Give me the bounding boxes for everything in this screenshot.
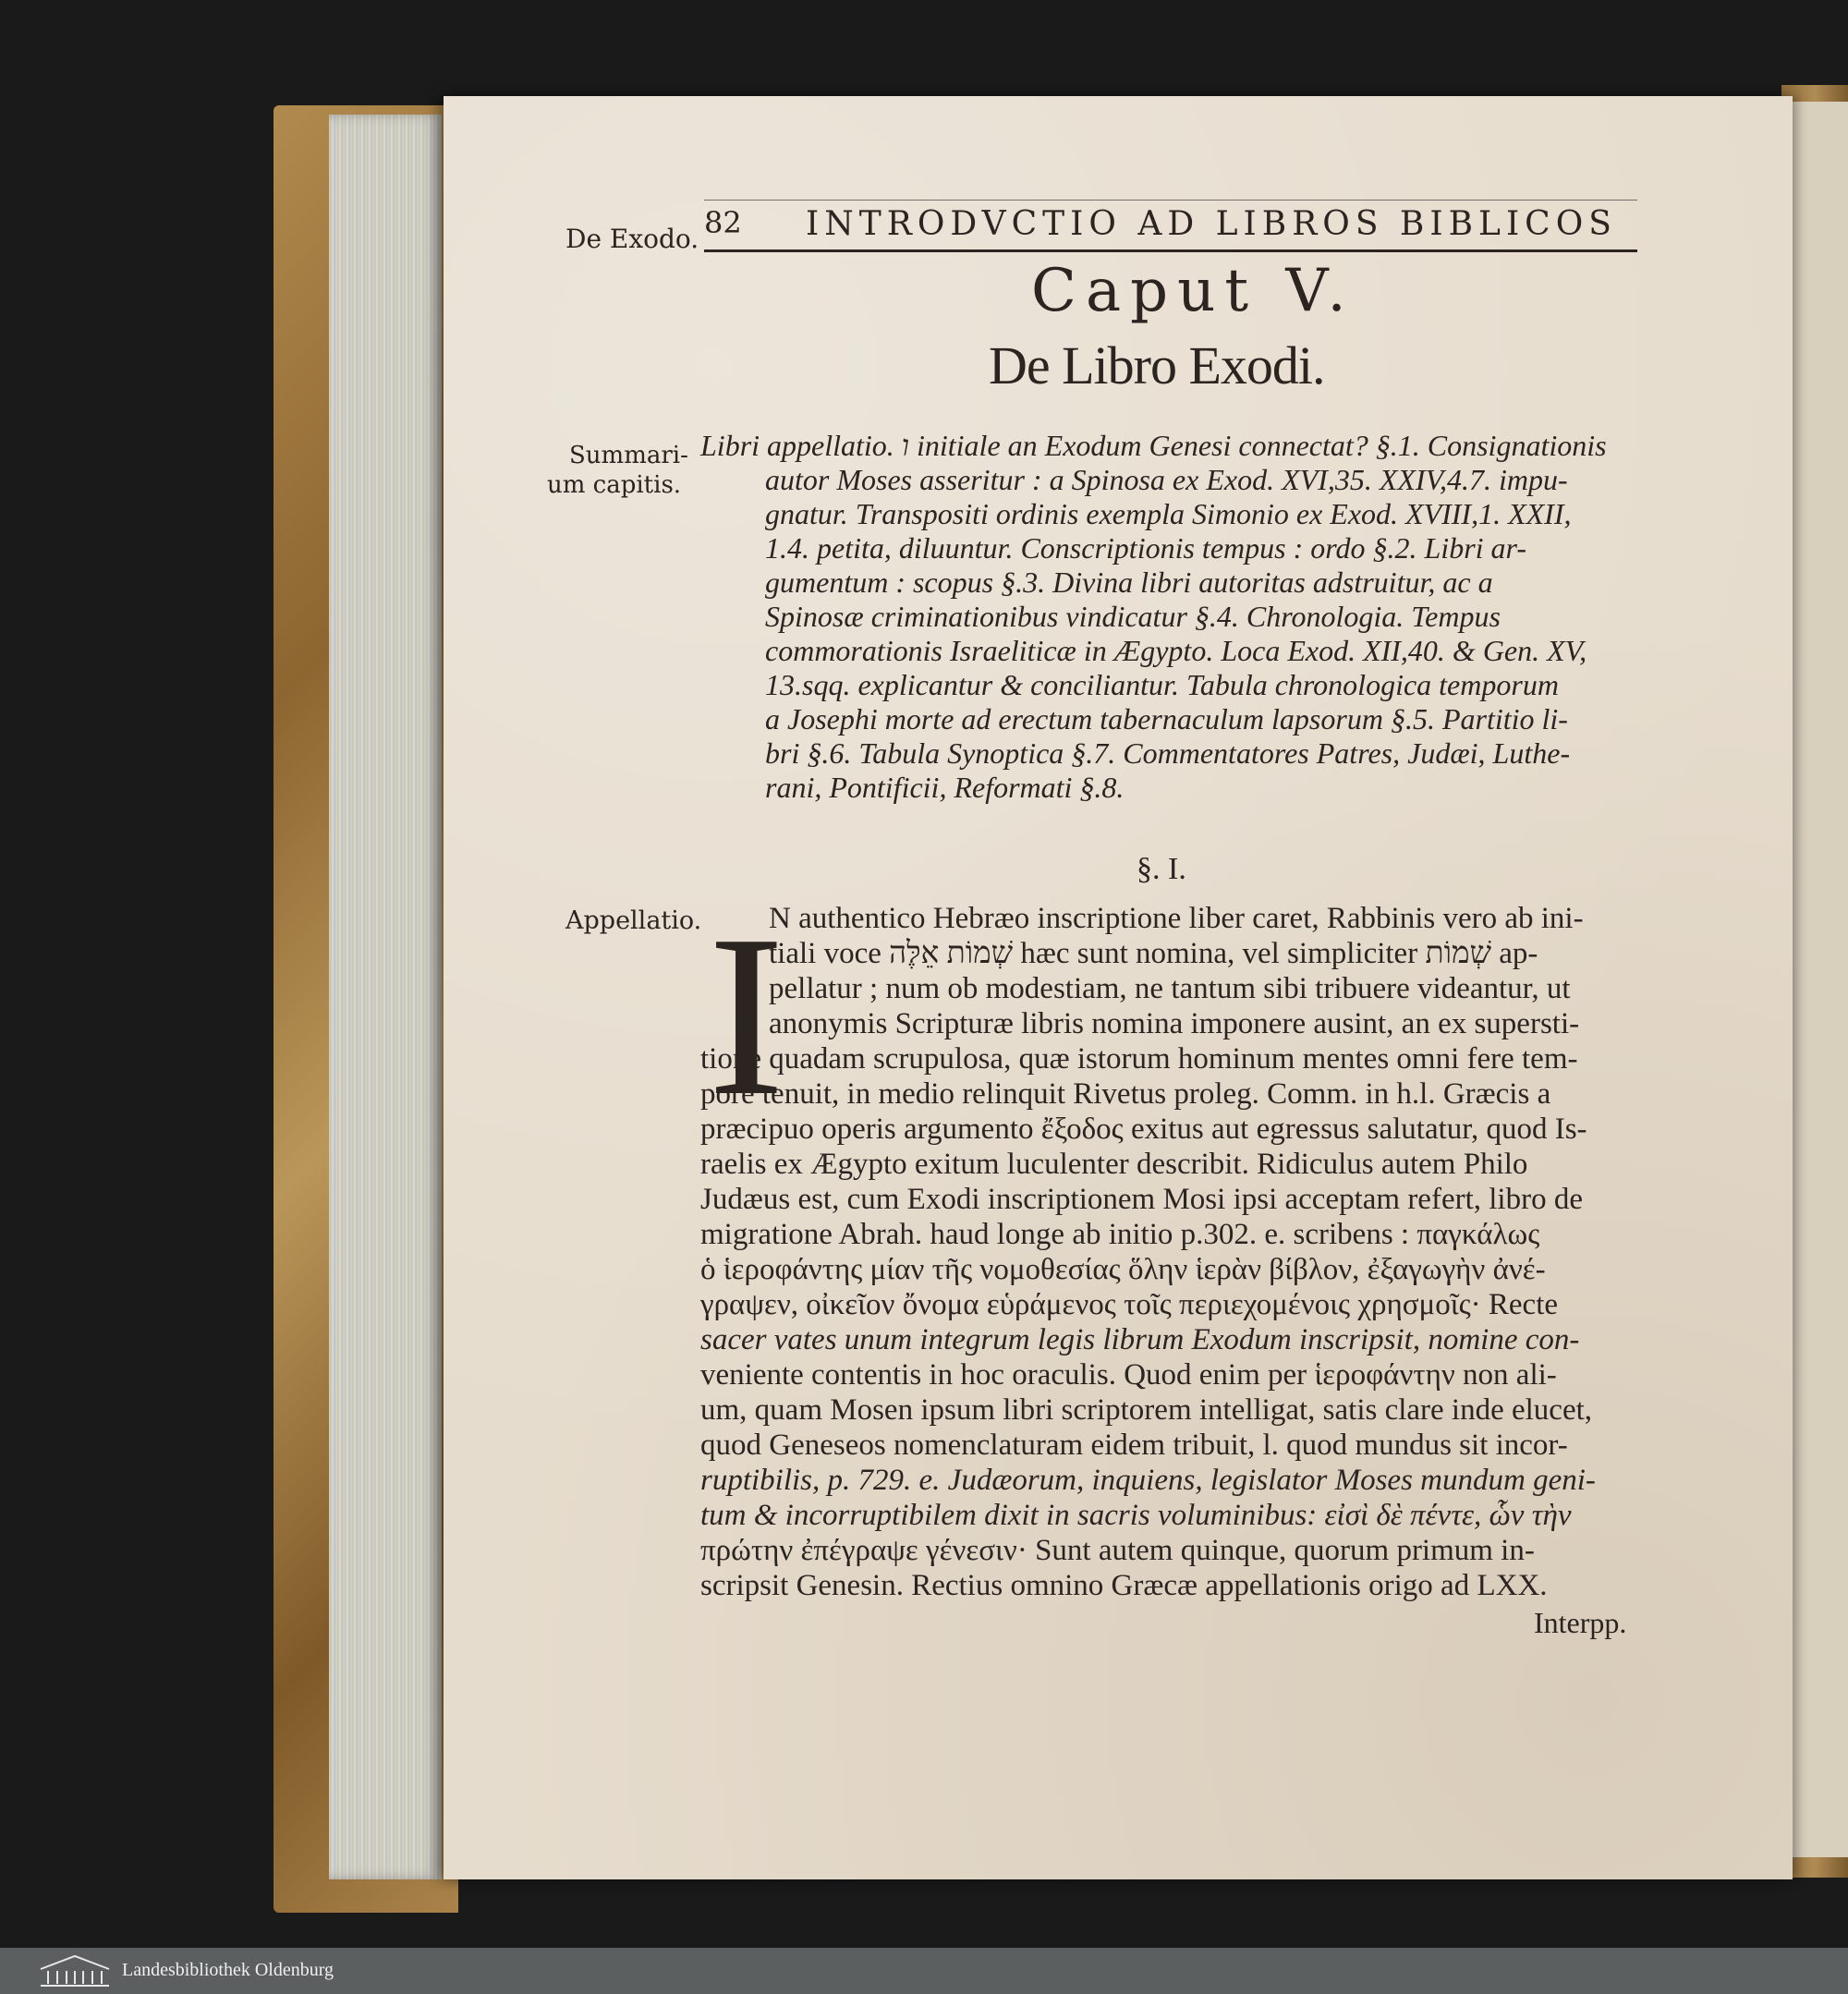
catchword: Interpp. bbox=[1534, 1606, 1627, 1639]
header-rule-top bbox=[704, 200, 1637, 201]
drop-cap-initial: I bbox=[708, 888, 785, 1144]
folio-number: 82 bbox=[704, 205, 742, 240]
summary-line: rani, Pontificii, Reformati §.8. bbox=[765, 771, 1125, 804]
summary-line: gumentum : scopus §.3. Divina libri autoritas adstruitur, ac a bbox=[765, 565, 1493, 599]
chapter-title: Caput V. bbox=[1031, 257, 1356, 325]
body-line: pellatur ; num ob modestiam, ne tantum sibi tribuere videantur, ut bbox=[769, 972, 1571, 1005]
summary-line: a Josephi morte ad erectum tabernaculum lapsorum §.5. Partitio li- bbox=[765, 702, 1568, 736]
body-line: ruptibilis, p. 729. e. Judæorum, inquiens, legislator Moses mundum geni- bbox=[700, 1464, 1596, 1497]
margin-appellatio: Appellatio. bbox=[565, 906, 702, 935]
body-line: γραψεν, οἰκεῖον ὄνομα εὑράμενος τοῖς περιεχομένοις χρησμοῖς· Recte bbox=[700, 1288, 1559, 1321]
body-line: scripsit Genesin. Rectius omnino Græcæ appellationis origo ad LXX. bbox=[700, 1569, 1548, 1602]
body-line: ὁ ἱεροφάντης μίαν τῆς νομοθεσίας ὅλην ἱερὰν βίβλον, ἐξαγωγὴν ἀνέ- bbox=[700, 1253, 1546, 1286]
body-line: tum & incorruptibilem dixit in sacris voluminibus: εἰσὶ δὲ πέντε, ὧν τὴν bbox=[700, 1499, 1572, 1532]
body-line: raelis ex Ægypto exitum luculenter describit. Ridiculus autem Philo bbox=[700, 1148, 1528, 1181]
summary-line: 1.4. petita, diluuntur. Conscriptionis tempus : ordo §.2. Libri ar- bbox=[765, 531, 1526, 565]
facing-page-edge bbox=[1787, 102, 1848, 1857]
chapter-subtitle: De Libro Exodi. bbox=[989, 335, 1325, 395]
book-page bbox=[444, 96, 1793, 1879]
body-line: tiali voce שְׁמוֹת אֵלֶּה hæc sunt nomina, vel simpliciter שְׁמוֹת ap- bbox=[769, 937, 1538, 970]
summary-line: 13.sqq. explicantur & conciliantur. Tabula chronologica temporum bbox=[765, 668, 1559, 701]
summary-line: Libri appellatio. ו initiale an Exodum Genesi connectat? §.1. Consignationis bbox=[700, 429, 1607, 462]
library-logo-icon bbox=[37, 1952, 113, 1989]
summary-line: gnatur. Transpositi ordinis exempla Simonio ex Exod. XVIII,1. XXII, bbox=[765, 497, 1572, 530]
body-line: sacer vates unum integrum legis librum Exodum inscripsit, nomine con- bbox=[700, 1323, 1580, 1356]
body-line: Judæus est, cum Exodi inscriptionem Mosi ipsi acceptam refert, libro de bbox=[700, 1183, 1583, 1216]
body-line: migratione Abrah. haud longe ab initio p.302. e. scribens : παγκάλως bbox=[700, 1218, 1540, 1251]
body-line: anonymis Scripturæ libris nomina imponere ausint, an ex supersti- bbox=[769, 1007, 1580, 1040]
body-line: præcipuo operis argumento ἔξοδος exitus aut egressus salutatur, quod Is- bbox=[700, 1113, 1587, 1146]
body-line: um, quam Mosen ipsum libri scriptorem intelligat, satis clare inde elucet, bbox=[700, 1393, 1593, 1427]
margin-summary-1: Summari- bbox=[569, 442, 688, 469]
body-line: pore tenuit, in medio relinquit Rivetus proleg. Comm. in h.l. Græcis a bbox=[700, 1077, 1551, 1111]
body-line: πρώτην ἐπέγραψε γένεσιν· Sunt autem quinque, quorum primum in- bbox=[700, 1534, 1535, 1567]
summary-line: autor Moses asseritur : a Spinosa ex Exod. XVI,35. XXIV,4.7. impu- bbox=[765, 463, 1568, 496]
section-heading: §. I. bbox=[1137, 852, 1186, 886]
margin-summary-2: um capitis. bbox=[547, 471, 682, 499]
body-line: quod Geneseos nomenclaturam eidem tribuit, l. quod mundus sit incor- bbox=[700, 1429, 1568, 1462]
header-rule bbox=[704, 249, 1637, 252]
body-line: N authentico Hebræo inscriptione liber caret, Rabbinis vero ab ini- bbox=[769, 902, 1584, 935]
margin-running-title: De Exodo. bbox=[565, 224, 699, 254]
body-line: veniente contentis in hoc oraculis. Quod enim per ἱεροφάντην non ali- bbox=[700, 1358, 1557, 1392]
institution-name: Landesbibliothek Oldenburg bbox=[122, 1960, 334, 1980]
summary-line: commorationis Israeliticæ in Ægypto. Loca Exod. XII,40. & Gen. XV, bbox=[765, 634, 1587, 667]
running-head: INTRODVCTIO AD LIBROS BIBLICOS bbox=[806, 205, 1617, 243]
summary-line: bri §.6. Tabula Synoptica §.7. Commentatores Patres, Judæi, Luthe- bbox=[765, 736, 1571, 770]
body-line: tione quadam scrupulosa, quæ istorum hominum mentes omni fere tem- bbox=[700, 1042, 1578, 1076]
summary-line: Spinosæ criminationibus vindicatur §.4. Chronologia. Tempus bbox=[765, 600, 1501, 633]
page-edges bbox=[329, 115, 442, 1879]
